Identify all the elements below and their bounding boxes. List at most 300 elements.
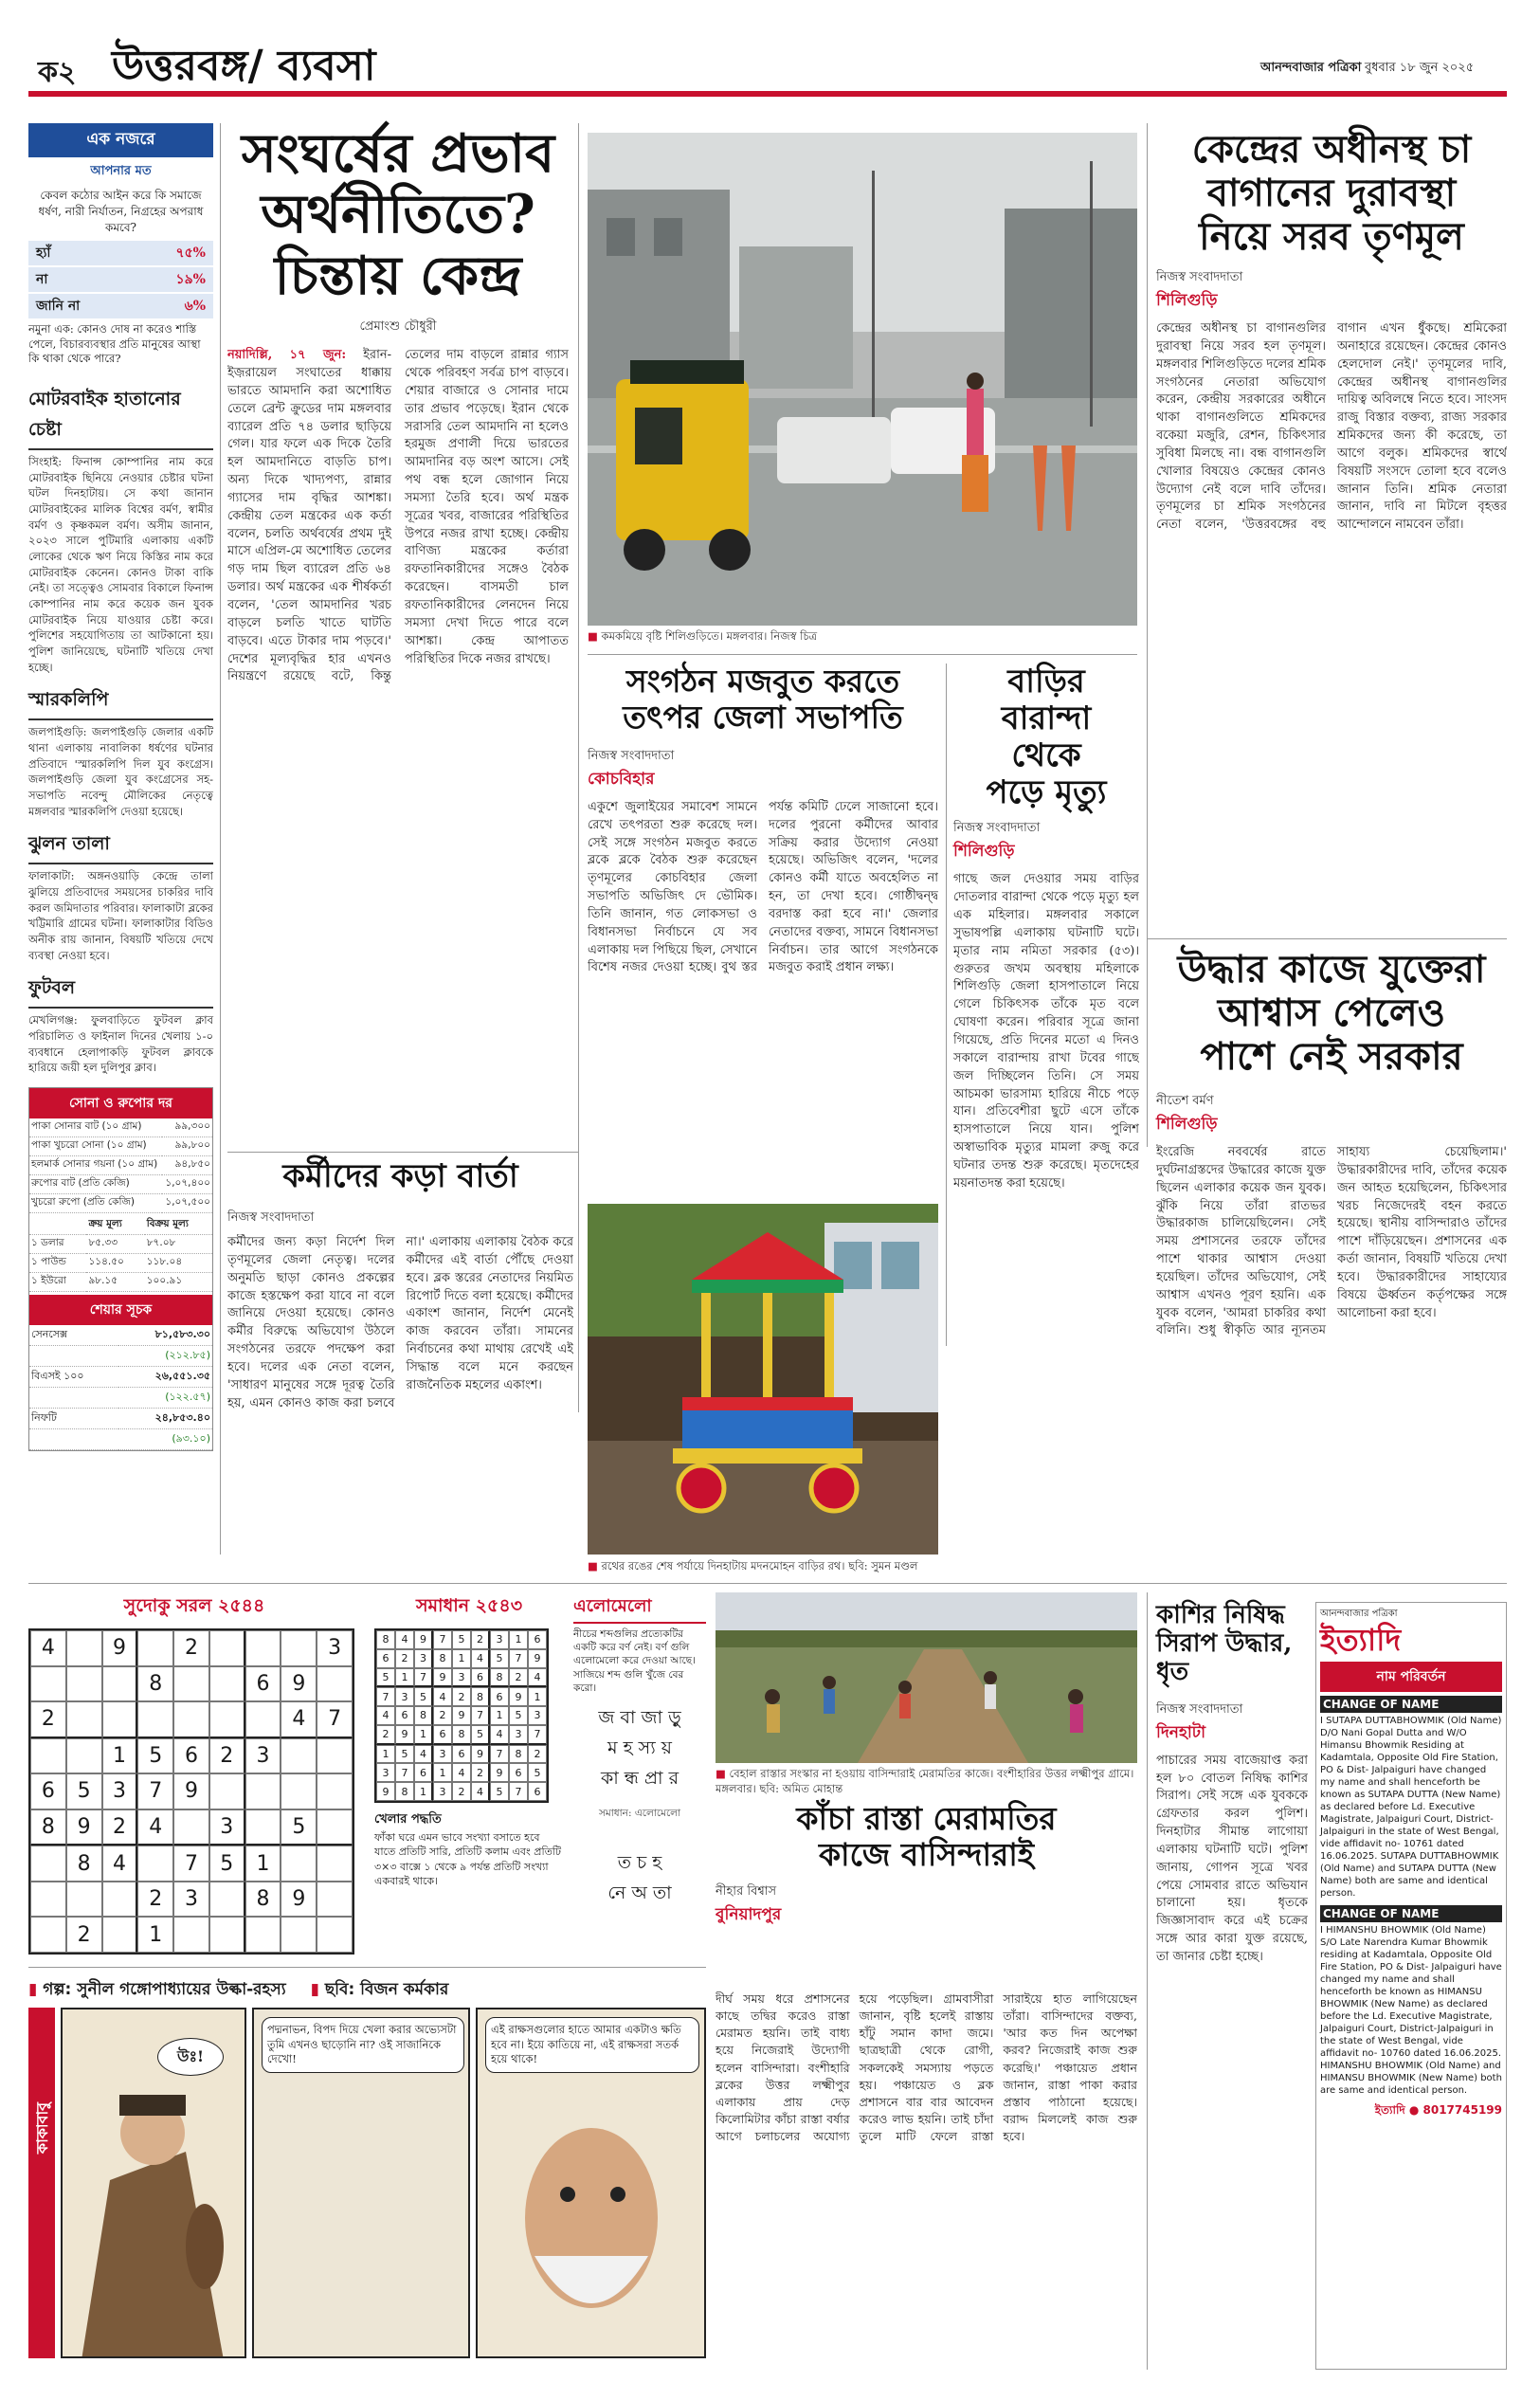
grid-cell — [137, 1630, 173, 1666]
masthead — [0, 0, 1540, 104]
table-row: সেনসেক্স ৮১,৫৮৩.৩০ — [29, 1325, 212, 1346]
grid-cell: 3 — [317, 1630, 353, 1666]
grid-cell: 1 — [137, 1917, 173, 1953]
table-row: (২১২.৮৫) — [29, 1346, 212, 1367]
grid-cell — [30, 1666, 66, 1702]
grid-cell: 4 — [433, 1687, 452, 1706]
grid-cell: 1 — [414, 1782, 433, 1801]
brief-title: মোটরবাইক হাতানোর চেষ্টা — [28, 386, 213, 450]
photo-caption: ■ রথের রঙের শেষ পর্যায়ে দিনহাটায় মদনমোহন বাড়ির রথ। ছবি: সুমন মণ্ডল — [588, 1559, 918, 1573]
grid-cell: 8 — [30, 1809, 66, 1846]
share-title: শেয়ার সূচক — [29, 1295, 212, 1325]
column-rule — [578, 123, 579, 1412]
grid-cell: 4 — [102, 1846, 138, 1882]
table-row: পাকা খুচরো সোনা (১০ গ্রাম) ৯৯,৮০০ — [29, 1137, 212, 1156]
location: শিলিগুড়ি — [1156, 1115, 1218, 1134]
article-body: দীর্ঘ সময় ধরে প্রশাসনের কাছে তদ্বির করেও রাস্তা মেরামত হয়নি। তাই বাধ্য হয়ে নিজেরাই উদ্যোগী হলেন বাসিন্দারা। বংশীহারি ব্লকের উত্তর লক্ষ্মীপুর এলাকায় প্রায় দেড় কিলোমিটার কাঁচা রাস্তা বর্ষার আগে চলাচলের অযোগ্য হয়ে পড়েছিল। গ্রামবাসীরা জানান, বৃষ্টি হলেই রাস্তায় হাঁটু সমান কাদা জমে। ছাত্রছাত্রী থেকে রোগী, সকলকেই সমস্যায় পড়তে হয়। পঞ্চায়েত ও ব্লক প্রশাসনে বার বার আবেদন করেও লাভ হয়নি। তাই চাঁদা তুলে মাটি ফেলে রাস্তা সারাইয়ে হাত লাগিয়েছেন তাঁরা। বাসিন্দাদের বক্তব্য, 'আর কত দিন অপেক্ষা করব? নিজেরাই কাজ শুরু করেছি।' পঞ্চায়েত প্রধান জানান, রাস্তা পাকা করার প্রস্তাব পাঠানো হয়েছে। বরাদ্দ মিললেই কাজ শুরু হবে। — [716, 1991, 1137, 2143]
brief-text: মেখলিগঞ্জ: ফুলবাড়িতে ফুটবল ক্লাব পরিচালিত ও ফাইনাল দিনের খেলায় ১-০ ব্যবধানে হেলাপাকড়ি ফুটবল ক্লাবকে হারিয়ে জয়ী হল দুলিপুর ক্লাব। — [28, 1013, 213, 1075]
grid-cell — [245, 1917, 281, 1953]
grid-cell — [102, 1666, 138, 1702]
grid-cell: 9 — [281, 1882, 317, 1918]
article-body: একুশে জুলাইয়ের সমাবেশ সামনে রেখে তৎপরতা শুরু করেছে দল। সেই সঙ্গে সংগঠন মজবুত করতে ব্লকে ব্লকে বৈঠক শুরু করেছেন তৃণমূলের কোচবিহার জেলা সভাপতি অভিজিৎ দে ভৌমিক। তিনি জানান, গত লোকসভা ও বিধানসভা নির্বাচনে যে সব এলাকায় দল পিছিয়ে ছিল, সেখানে বিশেষ নজর দেওয়া হচ্ছে। বুথ স্তর পর্যন্ত কমিটি ঢেলে সাজানো হবে। দলের পুরনো কর্মীদের আবার সক্রিয় করার উদ্যোগ নেওয়া হয়েছে। অভিজিৎ বলেন, 'দলের কোনও কর্মী যাতে অবহেলিত না হন, তা দেখা হবে। গোষ্ঠীদ্বন্দ্ব বরদাস্ত করা হবে না।' জেলার নেতাদের বক্তব্য, সামনে বিধানসভা নির্বাচন। তার আগে সংগঠনকে মজবুত করাই প্রধান লক্ষ্য। — [588, 799, 938, 975]
notice-text: I SUTAPA DUTTABHOWMIK (Old Name) D/O Nani Gopal Dutta and W/O Himansu Bhowmik Residing at Kadamtala, Opposite Old Fire Station, PO & Dist- Jalpaiguri have changed my name and shall henceforth be known as SUTAPA DUTTA (New Name) as declared before Ld. Executive Magistrate, Jalpaiguri Court, District-Jalpaiguri in the state of West Bengal, vide affidavit no- 10761 dated 16.06.2025. SUTAPA DUTTABHOWMIK (Old Name) and SUTAPA DUTTA (New Name) both are same and identical person. — [1320, 1715, 1502, 1899]
grid-cell: 8 — [376, 1630, 395, 1649]
grid-cell: 7 — [137, 1773, 173, 1809]
grid-cell: 3 — [490, 1630, 509, 1649]
solution-block — [374, 1592, 564, 1953]
byline: নিজস্ব সংবাদদাতা — [1156, 270, 1243, 284]
grid-cell: 7 — [490, 1745, 509, 1764]
alomelo-title: এলোমেলো — [573, 1592, 706, 1624]
grid-cell — [317, 1917, 353, 1953]
grid-cell: 2 — [471, 1763, 490, 1782]
notice-heading: CHANGE OF NAME — [1320, 1696, 1502, 1713]
grid-cell: 1 — [414, 1725, 433, 1745]
grid-cell: 1 — [102, 1738, 138, 1774]
grid-cell — [173, 1809, 209, 1846]
poll-option-label: জানি না — [36, 299, 81, 315]
comic-strip — [28, 1973, 706, 2372]
grid-cell: 5 — [528, 1763, 547, 1782]
poll-title: এক নজরে — [28, 123, 213, 157]
grid-cell — [281, 1846, 317, 1882]
grid-cell: 5 — [209, 1846, 245, 1882]
grid-cell: 8 — [66, 1846, 102, 1882]
grid-cell — [281, 1917, 317, 1953]
table-row: ১ পাউন্ড ১১৪.৫০ ১১৮.০৪ — [29, 1254, 212, 1273]
headline-line: অর্থনীতিতে? — [261, 183, 535, 246]
classifieds-section: নাম পরিবর্তন — [1320, 1662, 1502, 1692]
brief-title: স্মারকলিপি — [28, 686, 213, 720]
byline: নীহার বিশ্বাস — [716, 1883, 777, 1899]
grid-cell — [66, 1666, 102, 1702]
grid-cell: 9 — [66, 1809, 102, 1846]
grid-cell — [317, 1846, 353, 1882]
dateline: নয়াদিল্লি, ১৭ জুন: — [227, 348, 347, 363]
grid-cell — [30, 1738, 66, 1774]
grid-cell: 3 — [433, 1782, 452, 1801]
headline-line: উদ্ধার কাজে যুক্তেরা — [1177, 947, 1486, 991]
photo-caption: ■ কমকমিয়ে বৃষ্টি শিলিগুড়িতে। মঙ্গলবার। নিজস্ব চিত্র — [588, 629, 818, 643]
grid-cell: 7 — [433, 1630, 452, 1649]
poll-reader-note: নমুনা এক: কোনও দোষ না করেও শাস্তি পেলে, বিচারব্যবস্থার প্রতি মানুষের আস্থা কি থাকা থেকে পারে? — [28, 322, 201, 366]
comic-panel — [61, 2008, 246, 2358]
brief-title: ফুটবল — [28, 974, 213, 1009]
grid-cell — [281, 1773, 317, 1809]
grid-cell: 6 — [509, 1763, 528, 1782]
grid-cell: 7 — [376, 1687, 395, 1706]
table-row: রুপোর বাট (প্রতি কেজি) ১,০৭,৪০০ — [29, 1175, 212, 1194]
grid-cell: 6 — [395, 1706, 414, 1725]
grid-cell — [137, 1846, 173, 1882]
table-header-row: ক্রয় মূল্য বিক্রয় মূল্য — [29, 1216, 212, 1235]
grid-cell: 4 — [414, 1745, 433, 1764]
row-rule — [28, 1583, 1507, 1584]
headline-line: সংঘর্ষের প্রভাব — [241, 122, 555, 185]
table-row: নিফটি ২৪,৮৫৩.৪০ — [29, 1409, 212, 1429]
headline-line: আশ্বাস পেলেও — [1217, 991, 1446, 1035]
grid-cell: 9 — [528, 1649, 547, 1668]
grid-cell: 5 — [376, 1668, 395, 1688]
byline: নিজস্ব সংবাদদাতা — [1156, 1701, 1243, 1717]
gold-table — [29, 1118, 212, 1213]
chariot-image — [588, 1204, 938, 1555]
grid-cell: 8 — [245, 1882, 281, 1918]
grid-cell: 9 — [414, 1630, 433, 1649]
headline: কর্মীদের কড়া বার্তা — [282, 1157, 518, 1195]
grid-cell — [209, 1666, 245, 1702]
section-title: উত্তরবঙ্গ/ ব্যবসা — [112, 42, 376, 90]
grid-cell: 4 — [528, 1668, 547, 1688]
location: দিনহাটা — [1156, 1722, 1205, 1742]
poll-question: কেবল কঠোর আইন করে কি সমাজে ধর্ষণ, নারী নির্যাতন, নিগ্রহের অপরাধ কমবে? — [38, 189, 204, 234]
gold-title: সোনা ও রুপোর দর — [29, 1088, 212, 1118]
grid-cell: 4 — [30, 1630, 66, 1666]
grid-cell: 9 — [471, 1745, 490, 1764]
grid-cell: 2 — [66, 1917, 102, 1953]
grid-cell — [317, 1882, 353, 1918]
rescue-story — [1156, 948, 1507, 1592]
row-rule — [588, 654, 1137, 655]
byline: নিজস্ব সংবাদদাতা — [227, 1210, 315, 1226]
grid-cell: 9 — [173, 1773, 209, 1809]
grid-cell — [102, 1701, 138, 1738]
grid-cell: 3 — [509, 1725, 528, 1745]
grid-cell: 6 — [173, 1738, 209, 1774]
grid-cell — [66, 1630, 102, 1666]
grid-cell: 5 — [509, 1706, 528, 1725]
grid-cell: 2 — [209, 1738, 245, 1774]
grid-cell — [66, 1882, 102, 1918]
grid-cell: 8 — [395, 1782, 414, 1801]
issue-date: বুধবার ১৮ জুন ২০২৫ — [1365, 61, 1475, 75]
grid-cell: 4 — [490, 1725, 509, 1745]
grid-cell — [102, 1882, 138, 1918]
cough-story — [1156, 1602, 1308, 2370]
grid-cell — [317, 1666, 353, 1702]
grid-cell: 3 — [528, 1706, 547, 1725]
alomelo-block — [573, 1592, 706, 1953]
grid-cell: 7 — [509, 1782, 528, 1801]
grid-cell — [317, 1773, 353, 1809]
grid-cell — [209, 1630, 245, 1666]
grid-cell: 5 — [66, 1773, 102, 1809]
grid-cell — [209, 1701, 245, 1738]
grid-cell — [173, 1666, 209, 1702]
grid-cell: 4 — [452, 1763, 471, 1782]
headline-line: কেন্দ্রের অধীনস্থ চা — [1191, 127, 1472, 172]
grid-cell: 7 — [173, 1846, 209, 1882]
table-row: বিএসই ১০০ ২৬,৫৫১.৩৫ — [29, 1367, 212, 1388]
headline-line: সংগঠন মজবুত করতে — [625, 663, 900, 700]
grid-cell: 5 — [414, 1687, 433, 1706]
table-row: পাকা সোনার বাট (১০ গ্রাম) ৯৯,৩০০ — [29, 1118, 212, 1137]
grid-cell: 1 — [376, 1745, 395, 1764]
headline-line: কাঁচা রাস্তা মেরামতির — [796, 1800, 1057, 1837]
grid-cell: 4 — [395, 1630, 414, 1649]
solution-grid — [374, 1628, 549, 1803]
alomelo-word: ম হ স্য য় — [607, 1736, 672, 1758]
org-story — [588, 664, 938, 1194]
grid-cell: 6 — [30, 1773, 66, 1809]
poll-option-value: ৬% — [184, 299, 206, 315]
grid-cell: 3 — [173, 1882, 209, 1918]
comic-credit: ছবি: বিজন কর্মকার — [324, 1980, 449, 1999]
headline — [716, 1801, 1137, 1873]
location: বুনিয়াদপুর — [716, 1904, 782, 1924]
headline — [588, 664, 938, 736]
grid-cell: 5 — [395, 1745, 414, 1764]
grid-cell — [30, 1846, 66, 1882]
poll-option-label: হ্যাঁ — [36, 245, 51, 262]
alomelo-intro: নীচের শব্দগুলির প্রত্যেকটির একটি করে বর্ণ নেই। বর্ণ গুলি এলোমেলো করে দেওয়া আছে। সাজিয়ে শব্দ গুলি খুঁজে বের করো। — [573, 1628, 696, 1694]
grid-cell: 9 — [452, 1706, 471, 1725]
row-rule — [28, 1967, 706, 1968]
workers-story — [227, 1158, 573, 1556]
grid-cell: 6 — [414, 1763, 433, 1782]
grid-cell: 7 — [509, 1649, 528, 1668]
chariot-photo — [588, 1204, 938, 1555]
grid-cell: 9 — [433, 1668, 452, 1688]
comic-panel — [476, 2008, 706, 2358]
grid-cell: 2 — [528, 1745, 547, 1764]
grid-cell: 2 — [395, 1649, 414, 1668]
grid-cell — [102, 1917, 138, 1953]
column-rule — [1147, 123, 1148, 1147]
comic-header: ▮ গল্প: সুনীল গঙ্গোপাধ্যায়ের উল্কা-রহস্য ▮ ছবি: বিজন কর্মকার — [28, 1980, 449, 1999]
grid-cell: 6 — [245, 1666, 281, 1702]
location: শিলিগুড়ি — [1156, 291, 1218, 310]
poll-option — [28, 294, 213, 318]
speech-bubble — [157, 2038, 224, 2076]
grid-cell — [137, 1701, 173, 1738]
grid-cell: 8 — [414, 1706, 433, 1725]
byline: নিজস্ব সংবাদদাতা — [588, 748, 675, 763]
balcony-story — [953, 664, 1139, 1346]
headline — [1156, 1602, 1308, 1687]
headline-line: চিন্তায় কেন্দ্র — [274, 244, 522, 307]
column-rule — [1147, 1592, 1148, 2370]
grid-cell: 7 — [528, 1725, 547, 1745]
location: শিলিগুড়ি — [953, 842, 1015, 862]
grid-cell: 9 — [509, 1687, 528, 1706]
grid-cell: 7 — [471, 1706, 490, 1725]
headline-line: পাশে নেই সরকার — [1200, 1034, 1463, 1079]
poll-option-value: ১৯% — [175, 272, 206, 288]
alomelo-word: জ বা জা ড়ু — [598, 1706, 681, 1728]
solution-title: সমাধান ২৫৪৩ — [415, 1595, 523, 1616]
comic-side-label — [28, 2008, 55, 2358]
byline: নীতেশ বর্মণ — [1156, 1094, 1214, 1108]
headline-line: কাশির নিষিদ্ধ — [1156, 1601, 1285, 1629]
poll-option — [28, 267, 213, 292]
headline-line: বারান্দা — [1001, 700, 1092, 738]
headline — [1156, 128, 1507, 259]
article-text: ইরান-ইজ়রায়েল সংঘাতের ধাক্কায় ভারতে আমদানি করা অশোধিত তেলে ব্রেন্ট ক্রুডের দাম মঙ্গলবার ব্যারেল প্রতি ৭৪ ডলার ছাড়িয়ে গেল। যার ফলে এক দিকে তৈরি হল আমদানিতে বাড়তি চাপ। অন্য দিকে খাদ্যপণ্য, রান্নার গ্যাসের দাম বৃদ্ধির আশঙ্কা। কেন্দ্রীয় তেল মন্ত্রকের এক কর্তা বলেন, চলতি অর্থবর্ষের প্রথম দুই মাসে এপ্রিল-মে অশোধিত তেলের গড় দাম ছিল ব্যারেল প্রতি ৬৪ ডলার। অর্থ মন্ত্রকের এক শীর্ষকর্তা বলেন, 'তেল আমদানির খরচ বাড়লে চলতি খাতে ঘাটতি বাড়বে। এতে টাকার দাম পড়বে।' দেশের মূল্যবৃদ্ধির হার এখনও নিয়ন্ত্রণে রয়েছে বটে, কিন্তু তেলের দাম বাড়লে রান্নার গ্যাস থেকে পরিবহণ সর্বত্র চাপ বাড়বে। শেয়ার বাজারে ও সোনার দামে তার প্রভাব পড়েছে। ইরান থেকে সরাসরি তেল আমদানি না হলেও হরমুজ প্রণালী দিয়ে ভারতের আমদানির বড় অংশ আসে। সেই পথ বন্ধ হলে জোগান নিয়ে সমস্যা তৈরি হবে। অর্থ মন্ত্রক সূত্রের খবর, বাজারের পরিস্থিতির উপরে নজর রাখা হচ্ছে। কেন্দ্রীয় বাণিজ্য মন্ত্রকের কর্তারা রফতানিকারীদের সঙ্গেও বৈঠক করেছেন। বাসমতী চাল রফতানিকারীদের লেনদেন নিয়ে সমস্যা দেখা দিতে পারে বলে আশঙ্কা। কেন্দ্র আপাতত পরিস্থিতির দিকে নজর রাখছে। — [227, 348, 569, 684]
grid-cell: 6 — [452, 1745, 471, 1764]
side-label-text: কাকাবাবু — [32, 2102, 51, 2155]
grid-cell: 1 — [528, 1687, 547, 1706]
grid-cell: 6 — [490, 1687, 509, 1706]
table-row: (৯৩.১০) — [29, 1429, 212, 1450]
tea-story — [1156, 128, 1507, 735]
headline-line: বাগানের দুরাবস্থা — [1206, 171, 1457, 215]
grid-cell: 6 — [376, 1649, 395, 1668]
grid-cell — [66, 1701, 102, 1738]
grid-cell: 3 — [433, 1745, 452, 1764]
grid-cell: 5 — [137, 1738, 173, 1774]
bubble-text: উঃ! — [176, 2046, 205, 2065]
grid-cell — [317, 1809, 353, 1846]
masthead-rule — [28, 91, 1507, 97]
grid-cell: 3 — [395, 1687, 414, 1706]
rules-text: ফাঁকা ঘরে এমন ভাবে সংখ্যা বসাতে হবে যাতে প্রতিটি সারি, প্রতিটি কলাম এবং প্রতিটি ৩×৩ বাক্সে ১ থেকে ৯ পর্যন্ত প্রতিটি সংখ্যা একবারই থাকে। — [374, 1831, 562, 1888]
grid-cell: 2 — [452, 1687, 471, 1706]
grid-cell: 4 — [137, 1809, 173, 1846]
grid-cell: 5 — [452, 1630, 471, 1649]
grid-cell — [245, 1809, 281, 1846]
headline-line: তৎপর জেলা সভাপতি — [623, 698, 903, 736]
grid-cell: 2 — [173, 1630, 209, 1666]
grid-cell: 1 — [490, 1706, 509, 1725]
table-row: খুচরো রুপো (প্রতি কেজি) ১,০৭,৫০০ — [29, 1194, 212, 1213]
brief-text: সিংহাই: ফিনান্স কোম্পানির নাম করে মোটরবাইক ছিনিয়ে নেওয়ার চেষ্টার ঘটনা ঘটল দিনহাটায়। সে কথা জানান মোটরবাইকের মালিক বিশ্বের বর্মণ, স্বামীর বর্মণ ও কৃষ্ণকমল বর্মণ। অসীম জানান, ২০২৩ সালে পুটিমারি এলাকায় একটি লোকের থেকে ঋণ নিয়ে কিস্তির নাম করে মোটরবাইক কেনেন। কোনও টাকা বাকি নেই। তা সত্ত্বেও সোমবার বিকালে ফিনান্স কোম্পানির নাম করে কয়েক জন যুবক মোটরবাইক নিয়ে যাওয়ার চেষ্টা করে। পুলিশের সহযোগিতায় তা আটকানো হয়। পুলিশ জানিয়েছে, ঘটনাটি খতিয়ে দেখা হচ্ছে। — [28, 454, 213, 674]
sudoku-grid — [28, 1628, 354, 1955]
speech-bubble — [262, 2017, 464, 2073]
grid-cell: 9 — [395, 1725, 414, 1745]
grid-cell: 1 — [509, 1630, 528, 1649]
alomelo-word: নে অ তা — [607, 1882, 672, 1903]
notice-text: I HIMANSHU BHOWMIK (Old Name) S/O Late Narendra Kumar Bhowmik residing at Kadamtala, Opposite Old Fire Station, PO & Dist- Jalpaiguri have changed my name and shall henceforth be known as HIMANSU BHOWMIK (New Name) as declared before the Ld. Executive Magistrate, Jalpaiguri Court, District-Jalpaiguri in the state of West Bengal, vide affidavit no- 10760 dated 16.06.2025. HIMANSHU BHOWMIK (Old Name) and HIMANSU BHOWMIK (New Name) both are same and identical person. — [1320, 1924, 1502, 2096]
grid-cell: 8 — [490, 1668, 509, 1688]
grid-cell — [30, 1917, 66, 1953]
byline: প্রেমাংশু চৌধুরী — [359, 319, 437, 335]
headline — [1156, 948, 1507, 1079]
grid-cell: 9 — [102, 1630, 138, 1666]
alomelo-answer-label: সমাধান: এলোমেলো — [598, 1807, 681, 1819]
grid-cell: 7 — [414, 1668, 433, 1688]
fx-table — [29, 1216, 212, 1292]
table-row: ১ ডলার ৮৫.৩৩ ৮৭.০৮ — [29, 1235, 212, 1254]
classifieds-brand-top: আনন্দবাজার পত্রিকা — [1320, 1609, 1398, 1619]
table-row: ১ ইউরো ৯৮.১৫ ১০০.৯১ — [29, 1273, 212, 1292]
grid-cell: 8 — [452, 1725, 471, 1745]
grid-cell: 5 — [490, 1649, 509, 1668]
caption-text: কমকমিয়ে বৃষ্টি শিলিগুড়িতে। মঙ্গলবার। নিজস্ব চিত্র — [601, 629, 818, 643]
byline: নিজস্ব সংবাদদাতা — [953, 821, 1041, 836]
grid-cell: 8 — [471, 1687, 490, 1706]
article-body: ইংরেজি নববর্ষের রাতে দুর্ঘটনাগ্রস্তদের উদ্ধারের কাজে যুক্ত ছিলেন এলাকার কয়েক জন যুবক। ঝুঁকি নিয়ে তাঁরা রাতভর উদ্ধারকাজ চালিয়েছিলেন। সেই সময় প্রশাসনের তরফে তাঁদের পাশে থাকার আশ্বাস দেওয়া হয়েছিল। তাঁদের অভিযোগ, সেই আশ্বাস এখনও পূরণ হয়নি। এক যুবক বলেন, 'আমরা চাকরির কথা বলিনি। শুধু স্বীকৃতি আর ন্যূনতম সাহায্য চেয়েছিলাম।' উদ্ধারকারীদের দাবি, তাঁদের কয়েক জন আহত হয়েছিলেন, চিকিৎসার খরচ নিজেদেরই বহন করতে হয়েছে। স্থানীয় বাসিন্দারাও তাঁদের পাশে দাঁড়িয়েছেন। প্রশাসনের এক কর্তা জানান, বিষয়টি খতিয়ে দেখা হবে। উদ্ধারকারীদের সাহায্যের বিষয়ে ঊর্ধ্বতন কর্তৃপক্ষের সঙ্গে আলোচনা করা হবে। — [1156, 1145, 1507, 1338]
grid-cell: 8 — [433, 1649, 452, 1668]
grid-cell — [209, 1882, 245, 1918]
road-repair-image — [716, 1592, 1137, 1763]
grid-cell — [30, 1882, 66, 1918]
grid-cell — [173, 1917, 209, 1953]
grid-cell: 3 — [245, 1738, 281, 1774]
share-table — [29, 1325, 212, 1450]
grid-cell: 3 — [376, 1763, 395, 1782]
grid-cell — [173, 1701, 209, 1738]
headline — [953, 664, 1139, 811]
grid-cell: 6 — [471, 1668, 490, 1688]
grid-cell: 5 — [281, 1809, 317, 1846]
location: কোচবিহার — [588, 769, 655, 789]
brief-text: ফালাকাটা: অঙ্গনওয়াড়ি কেন্দ্রে তালা ঝুলিয়ে প্রতিবাদের সময়সের চাকরির দাবি করল জমিদাতার পরিবার। ফালাকাটা ব্লকের খট্টিমারি গ্রামের ঘটনা। ফালাকাটার বিডিও অনীক রায় জানান, বিষয়টি খতিয়ে দেখে ব্যবস্থা নেওয়া হবে। — [28, 869, 213, 962]
grid-cell: 6 — [528, 1630, 547, 1649]
article-body: গাছে জল দেওয়ার সময় বাড়ির দোতলার বারান্দা থেকে পড়ে মৃত্যু হল এক মহিলার। মঙ্গলবার সকালে সুভাষপল্লি এলাকায় ঘটনাটি ঘটে। মৃতার নাম নমিতা সরকার (৫৩)। গুরুতর জখম অবস্থায় মহিলাকে শিলিগুড়ি জেলা হাসপাতালে নিয়ে গেলে চিকিৎসক তাঁকে মৃত বলে ঘোষণা করেন। পরিবার সূত্রে জানা গিয়েছে, প্রতি দিনের মতো এ দিনও সকালে বারান্দায় রাখা টবের গাছে জল দিচ্ছিলেন তিনি। সে সময় আচমকা ভারসাম্য হারিয়ে নীচে পড়ে যান। প্রতিবেশীরা ছুটে এসে তাঁকে হাসপাতালে নিয়ে যান। পুলিশ অস্বাভাবিক মৃত্যুর মামলা রুজু করে ঘটনার তদন্ত শুরু করেছে। মৃতদেহের ময়নাতদন্ত করা হয়েছে। — [953, 872, 1139, 1191]
sudoku-title: সুদোকু সরল ২৫৪৪ — [123, 1595, 265, 1616]
road-photo — [716, 1592, 1137, 1763]
grid-cell: 4 — [471, 1782, 490, 1801]
market-box — [28, 1087, 213, 1451]
grid-cell — [281, 1630, 317, 1666]
grid-cell — [245, 1630, 281, 1666]
brief-text: জলপাইগুড়ি: জলপাইগুড়ি জেলার একটি থানা এলাকায় নাবালিকা ধর্ষণের ঘটনার প্রতিবাদে 'স্মারকলিপি দিল যুব কংগ্রেস। জলপাইগুড়ি জেলা যুব কংগ্রেসের সহ-সভাপতি নবেন্দু মৌলিকের নেতৃত্বে মঙ্গলবার স্মারকলিপি দেওয়া হয়েছে। — [28, 725, 213, 818]
page-number: ক২ — [38, 56, 77, 89]
grid-cell: 9 — [490, 1763, 509, 1782]
grid-cell: 9 — [281, 1666, 317, 1702]
grid-cell — [317, 1738, 353, 1774]
grid-cell — [281, 1738, 317, 1774]
grid-cell: 1 — [433, 1763, 452, 1782]
grid-cell — [209, 1773, 245, 1809]
grid-cell: 9 — [376, 1782, 395, 1801]
comic-title: গল্প: সুনীল গঙ্গোপাধ্যায়ের উল্কা-রহস্য — [43, 1980, 286, 1999]
grid-cell: 2 — [433, 1706, 452, 1725]
paper-name: আনন্দবাজার পত্রিকা — [1260, 61, 1362, 75]
headline-line: কাজে বাসিন্দারাই — [818, 1835, 1035, 1873]
classifieds — [1315, 1602, 1507, 2370]
headline — [227, 123, 569, 306]
poll-option-value: ৭৫% — [175, 245, 206, 262]
grid-cell: 2 — [102, 1809, 138, 1846]
table-row: (১২২.৫৭) — [29, 1388, 212, 1409]
table-row: হলমার্ক সোনার গয়না (১০ গ্রাম) ৯৪,৮৫০ — [29, 1156, 212, 1175]
grid-cell — [245, 1773, 281, 1809]
rain-photo — [588, 133, 1137, 626]
grid-cell: 3 — [452, 1668, 471, 1688]
article-body: কেন্দ্রের অধীনস্থ চা বাগানগুলির দুরাবস্থা নিয়ে সরব হল তৃণমূল। মঙ্গলবার শিলিগুড়িতে দলের শ্রমিক সংগঠনের নেতারা অভিযোগ করেন, কেন্দ্রীয় সরকারের অধীনে থাকা বাগানগুলিতে শ্রমিকদের বকেয়া মজুরি, রেশন, চিকিৎসার সুবিধা মিলছে না। বন্ধ বাগানগুলি খোলার বিষয়েও কেন্দ্রের কোনও উদ্যোগ নেই বলে দাবি তাঁদের। তৃণমূলের চা শ্রমিক সংগঠনের নেতা বলেন, 'উত্তরবঙ্গের বহু বাগান এখন ধুঁকছে। শ্রমিকেরা অনাহারে রয়েছেন। কেন্দ্রের কোনও হেলদোল নেই।' তৃণমূলের দাবি, কেন্দ্রের অধীনস্থ বাগানগুলির দায়িত্ব অবিলম্বে নিতে হবে। সাংসদ রাজু বিস্তার বক্তব্য, রাজ্য সরকার শ্রমিকদের জন্য কী করেছে, তা আগে বলুক। শ্রমিকদের স্বার্থে বিষয়টি সংসদে তোলা হবে বলেও জানান তিনি। শ্রমিক নেতারা জানান, দাবি না মিটলে বৃহত্তর আন্দোলনে নামবেন তাঁরা। — [1156, 321, 1507, 533]
row-rule — [227, 1152, 578, 1153]
grid-cell: 2 — [509, 1668, 528, 1688]
bubble-text: এই রাক্ষসগুলোর হাতে আমার একটাও ক্ষতি হবে না। ইয়ে কাতিয়ে না, এই রাক্ষসরা সতর্ক হয়ে থাকে! — [491, 2023, 681, 2066]
grid-cell: 2 — [471, 1630, 490, 1649]
grid-cell: 8 — [137, 1666, 173, 1702]
grid-cell: 6 — [433, 1725, 452, 1745]
photo-caption: ■ বেহাল রাস্তার সংস্কার না হওয়ায় বাসিন্দারাই মেরামতির কাজে। বংশীহারির উত্তর লক্ষ্মীপুর গ্রামে। মঙ্গলবার। ছবি: অমিত মোহান্ত — [716, 1767, 1134, 1795]
headline-line: থেকে — [1011, 736, 1081, 775]
grid-cell: 7 — [395, 1763, 414, 1782]
left-sidebar — [28, 123, 213, 1555]
article-body: কর্মীদের জন্য কড়া নির্দেশ দিল তৃণমূলের জেলা নেতৃত্ব। দলের অনুমতি ছাড়া কোনও প্রকল্পের কাজে হস্তক্ষেপ করা যাবে না বলে জানিয়ে দেওয়া হয়েছে। কোনও কর্মীর বিরুদ্ধে অভিযোগ উঠলে সংগঠনের তরফে পদক্ষেপ করা হবে। দলের এক নেতা বলেন, 'সাধারণ মানুষের সঙ্গে দূরত্ব তৈরি হয়, এমন কোনও কাজ করা চলবে না।' এলাকায় এলাকায় বৈঠক করে কর্মীদের এই বার্তা পৌঁছে দেওয়া হবে। ব্লক স্তরের নেতাদের নিয়মিত রিপোর্ট দিতে বলা হয়েছে। কর্মীদের একাংশ জানান, নির্দেশ মেনেই কাজ করবেন তাঁরা। সামনের নির্বাচনের কথা মাথায় রেখেই এই সিদ্ধান্ত বলে মনে করছেন রাজনৈতিক মহলের একাংশ। — [227, 1235, 573, 1410]
brief-title: ঝুলন তালা — [28, 830, 213, 864]
grid-cell: 1 — [395, 1668, 414, 1688]
notice-heading: CHANGE OF NAME — [1320, 1905, 1502, 1922]
grid-cell — [209, 1917, 245, 1953]
rules-title: খেলার পদ্ধতি — [374, 1812, 442, 1827]
grid-cell: 4 — [376, 1706, 395, 1725]
grid-cell: 2 — [452, 1782, 471, 1801]
headline-line: পড়ে মৃত্যু — [986, 773, 1107, 812]
grid-cell: 5 — [490, 1782, 509, 1801]
headline-line: সিরাপ উদ্ধার, ধৃত — [1156, 1628, 1293, 1686]
grid-cell: 3 — [209, 1809, 245, 1846]
grid-cell: 3 — [102, 1773, 138, 1809]
speech-bubble — [485, 2017, 699, 2073]
headline-line: বাড়ির — [1007, 663, 1085, 700]
grid-cell: 8 — [509, 1745, 528, 1764]
rain-street-image — [588, 133, 1137, 626]
